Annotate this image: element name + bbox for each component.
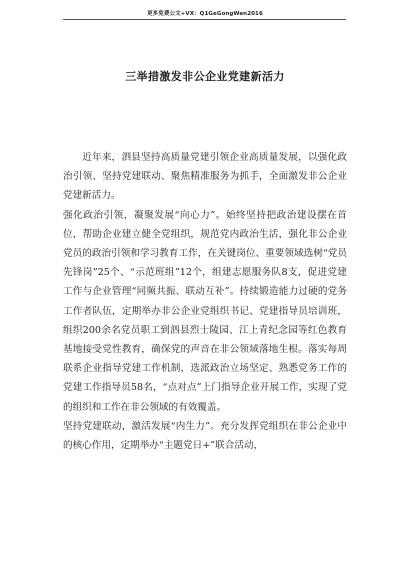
- paragraph-political-guidance: 强化政治引领，凝聚发展“向心力”。始终坚持把政治建设摆在首位，帮助企业建立健全党组织，规范党内政治生活，强化非公企业党员的政治引领和学习教育工作，在关键岗位、重要领域选树“党员先锋岗”25个、“示范班组”12个，组建志愿服务队8支，促进党建工作与企业管理“同频共振、联动互补”。持续锻造能力过硬的党务工作者队伍，定期举办非公企业党组织书记、党建指导员培训班，组织200余名党员职工到泗县烈士陵园、江上青纪念园等红色教育基地接受党性教育，确保党的声音在非公领域落地生根。落实每周联系企业指导党建工作机制，选派政治立场坚定、熟悉党务工作的党建工作指导员58名，“点对点”上门指导企业开展工作，实现了党的组织和工作在非公领域的有效覆盖。: [63, 209, 347, 413]
- document-body: [63, 148, 347, 455]
- page-header: 更多免费公文+VX：Q1GeGongWen2016: [147, 11, 263, 17]
- header-divider: [63, 19, 346, 20]
- paragraph-party-linkage: 坚持党建联动，激活发展“内生力”。充分发挥党组织在非公企业中的核心作用，定期举办“主题党日+”联合活动，: [63, 420, 347, 452]
- document-title: 三举措激发非公企业党建新活力: [125, 70, 285, 83]
- paragraph-intro: 近年来，泗县坚持高质量党建引领企业高质量发展，以强化政治引领、坚持党建联动、聚焦精准服务为抓手，全面激发非公企业党建新活力。: [63, 152, 347, 202]
